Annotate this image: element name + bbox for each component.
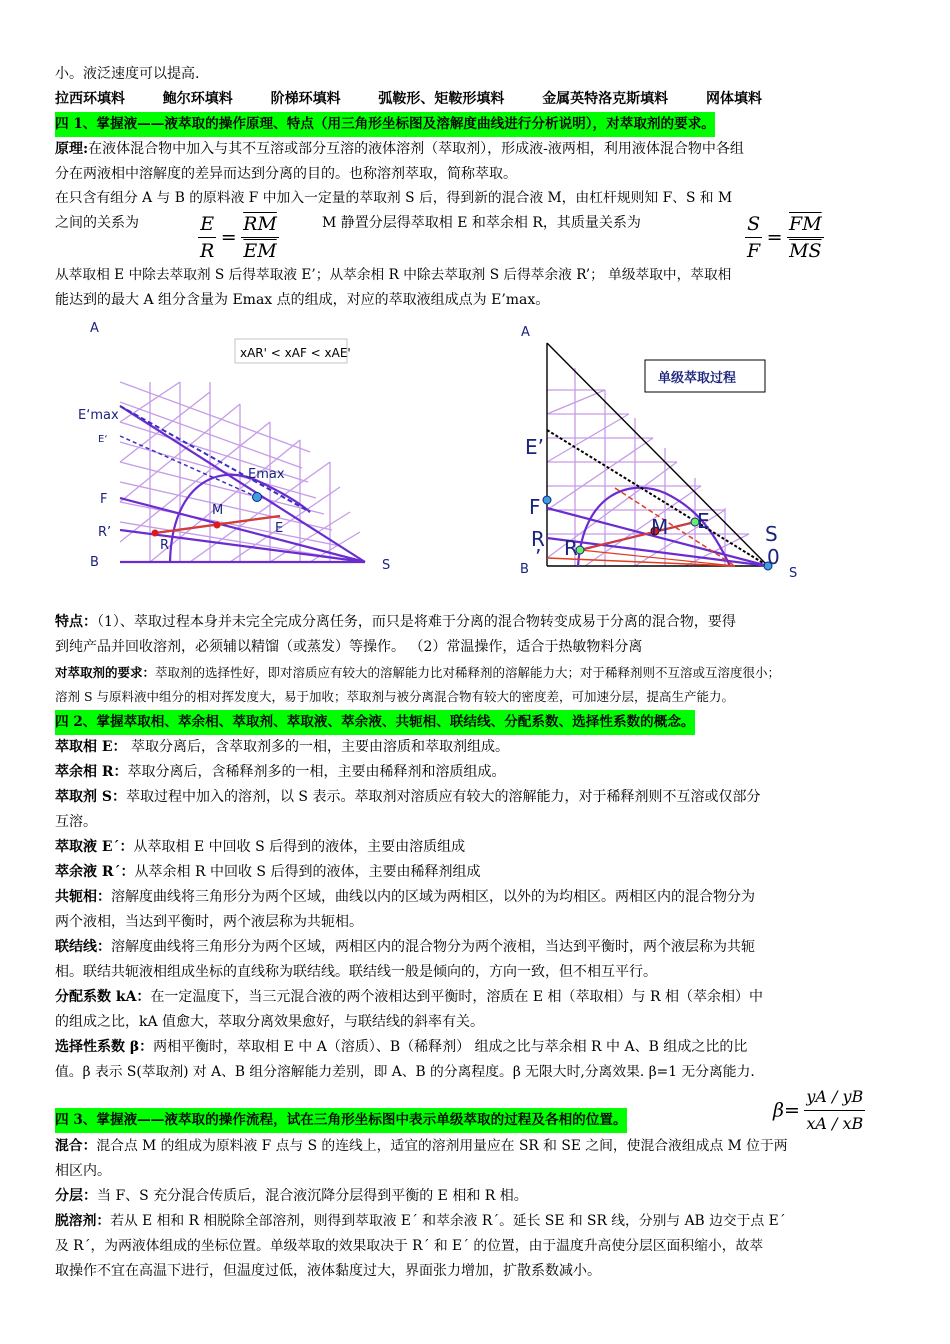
features-text: （1）、萃取过程本身并未完全完成分离任务，而只是将难于分离的混合物转变成易于分离的混合物，要得 (97, 614, 736, 630)
principle-line-6: 能达到的最大 A 组分含量为 Emax 点的组成，对应的萃取液组成点为 E’max。 (55, 292, 550, 308)
label-R: R (160, 538, 170, 553)
def-text: 在一定温度下，当三元混合液的两个液相达到平衡时，溶质在 E 相（萃取相）与 R 相（萃余相）中 (150, 989, 763, 1005)
def-label: 共轭相： (55, 889, 111, 905)
line-intro: 小。液泛速度可以提高. (55, 66, 200, 82)
formula-term: S (747, 213, 761, 235)
formula-term: xA / xB (804, 1110, 865, 1137)
principle-line-5: 从萃取相 E 中除去萃取剂 S 后得萃取液 E’；从萃余相 R 中除去萃取剂 S 后得萃余液 R’； 单级萃取中，萃取相 (55, 267, 732, 283)
label-F: F (529, 495, 541, 519)
step-desolvation (55, 1209, 786, 1234)
step-label: 脱溶剂： (55, 1213, 111, 1229)
packing-item: 网体填料 (705, 91, 762, 107)
label-A: A (90, 321, 99, 336)
packing-list (55, 87, 762, 112)
def-raffinate (55, 860, 480, 885)
label-E-prime: E‘ (98, 434, 108, 445)
def-label: 分配系数 kA： (55, 989, 151, 1005)
label-E-prime: E’ (525, 435, 544, 459)
formula-term: R (198, 237, 216, 264)
label-zero: 0 (767, 545, 780, 569)
formula-term: $\overline{FM}$ (789, 213, 822, 235)
def-text: 萃取过程中加入的溶剂，以 S 表示。萃取剂对溶质应有较大的溶解能力，对于稀释剂则不互溶或仅部分 (125, 789, 761, 805)
label-Emax: Emax (248, 467, 285, 482)
label-E: E (697, 509, 710, 533)
label-R-prime: ’ (535, 545, 542, 569)
solvent-requirements-text: 萃取剂的选择性好，即对溶质应有较大的溶解能力比对稀释剂的溶解能力大；对于稀释剂则不互溶或互溶度很小； (155, 665, 781, 680)
step-desolvation-cont-2: 取操作不宜在高温下进行，但温度过低，液体黏度过大，界面张力增加，扩散系数减小。 (55, 1263, 601, 1279)
label-R-main: R (531, 527, 545, 551)
def-solvent-cont: 互溶。 (55, 814, 97, 830)
section-heading-3: 四 3、掌握液——液萃取的操作流程，试在三角形坐标图中表示单级萃取的过程及各相的位置。 (55, 1108, 627, 1133)
solvent-requirements-line-2: 溶剂 S 与原料液中组分的相对挥发度大，易于加收；萃取剂与被分离混合物有较大的密度差，可加速分层，提高生产能力。 (55, 689, 735, 704)
label-R-prime: R’ (98, 525, 112, 540)
label-S: S (789, 566, 798, 581)
packing-item: 阶梯环填料 (270, 91, 341, 107)
label-B: B (520, 562, 529, 577)
step-text: 当 F、S 充分混合传质后，混合液沉降分层得到平衡的 E 相和 R 相。 (97, 1188, 528, 1204)
def-text: 萃取分离后，含稀释剂多的一相，主要由稀释剂和溶质组成。 (127, 764, 506, 780)
packing-item: 拉西环填料 (55, 91, 125, 107)
def-label: 萃余相 R： (55, 764, 128, 780)
label-S: S (382, 558, 391, 573)
formula-term: $\overline{RM}$ (243, 213, 277, 235)
equals-sign: = (766, 226, 783, 249)
def-tie-line-cont: 相。联结共轭液相组成坐标的直线称为联结线。联结线一般是倾向的，方向一致，但不相互平行。 (55, 964, 657, 980)
ternary-diagram-1 (70, 312, 450, 582)
packing-item: 金属英特洛克斯填料 (542, 91, 669, 107)
def-extract (55, 835, 465, 860)
principle-label: 原理: (55, 141, 89, 157)
ternary-diagram-2 (505, 318, 825, 583)
step-mixing (55, 1134, 788, 1159)
features-label: 特点： (55, 614, 97, 630)
section-heading-1: 四 1、掌握液——液萃取的操作原理、特点（用三角形坐标图及溶解度曲线进行分析说明），对萃取剂的要求。 (55, 112, 715, 137)
def-label: 萃取相 E： (55, 739, 127, 755)
label-M: M (651, 515, 669, 539)
step-label: 分层： (55, 1188, 97, 1204)
formula-term: F (745, 237, 762, 264)
def-tie-line (55, 935, 755, 960)
label-F: F (100, 492, 108, 507)
def-extract-phase (55, 735, 509, 760)
def-text: 从萃取相 E 中回收 S 后得到的液体，主要由溶质组成 (133, 839, 466, 855)
def-text: 溶解度曲线将三角形分为两个区域，曲线以内的区域为两相区，以外的为均相区。两相区内的混合物分为 (111, 889, 755, 905)
features-line-1 (55, 610, 736, 635)
formula-mass (745, 211, 824, 264)
solvent-requirements-line-1 (55, 661, 780, 686)
packing-item: 鲍尔环填料 (162, 91, 233, 107)
step-desolvation-cont-1: 及 R´，为两液体组成的坐标位置。单级萃取的效果取决于 R´ 和 E´ 的位置，由于温度升高使分层区面积缩小，故萃 (55, 1238, 764, 1254)
step-separation (55, 1184, 528, 1209)
features-line-2: 到纯产品并回收溶剂，必须辅以精馏（或蒸发）等操作。 （2）常温操作，适合于热敏物料分离 (55, 639, 643, 655)
formula-lever (198, 211, 279, 264)
def-distribution (55, 985, 763, 1010)
def-conjugate (55, 885, 755, 910)
packing-item: 弧鞍形、矩鞍形填料 (378, 91, 505, 107)
label-M: M (212, 503, 224, 518)
def-conjugate-cont: 两个液相，当达到平衡时，两个液层称为共轭相。 (55, 914, 363, 930)
def-label: 萃取剂 S： (55, 789, 126, 805)
principle-para (55, 137, 900, 162)
principle-line-3: 在只含有组分 A 与 B 的原料液 F 中加入一定量的萃取剂 S 后，得到新的混合液 M，由杠杆规则知 F、S 和 M (55, 190, 733, 206)
lever-rule-line (55, 211, 900, 261)
formula-term: E (200, 213, 215, 235)
step-mixing-cont: 相区内。 (55, 1163, 111, 1179)
def-label: 选择性系数 β： (55, 1039, 154, 1055)
label-S0: S (765, 522, 778, 546)
lever-rule-text: 之间的关系为 (55, 215, 139, 231)
def-selectivity (55, 1035, 747, 1060)
def-text: 从萃余相 R 中回收 S 后得到的液体，主要由稀释剂组成 (134, 864, 481, 880)
def-raffinate-phase (55, 760, 506, 785)
equals-sign: = (220, 226, 237, 249)
def-text: 两相平衡时，萃取相 E 中 A（溶质）、B（稀释剂） 组成之比与萃余相 R 中 A、B 组成之比的比 (153, 1039, 748, 1055)
def-label: 萃余液 R´： (55, 864, 135, 880)
diagram-title: 单级萃取过程 (658, 371, 737, 386)
legend-text: xAR' < xAF < xAE' (240, 346, 351, 360)
def-solvent (55, 785, 760, 810)
def-selectivity-cont: 值。β 表示 S(萃取剂) 对 A、B 组分溶解能力差别，即 A、B 的分离程度。β 无限大时,分离效果. β=1 无分离能力. (55, 1064, 755, 1080)
def-text: 溶解度曲线将三角形分为两个区域，两相区内的混合物分为两个液相，当达到平衡时，两个液层称为共轭 (111, 939, 755, 955)
formula-term: EM (241, 237, 279, 264)
formula-term: β= (773, 1099, 800, 1122)
step-label: 混合： (55, 1138, 97, 1154)
step-text: 混合点 M 的组成为原料液 F 点与 S 的连线上，适宜的溶剂用量应在 SR 和 SE 之间，使混合液组成点 M 位于两 (96, 1138, 788, 1154)
label-B: B (90, 555, 99, 570)
separation-text: M 静置分层得萃取相 E 和萃余相 R，其质量关系为 (322, 215, 641, 231)
step-text: 若从 E 相和 R 相脱除全部溶剂，则得到萃取液 E´ 和萃余液 R´。延长 SE 和 SR 线，分别与 AB 边交于点 E´ (110, 1213, 786, 1229)
principle-line-2: 分在两液相中溶解度的差异而达到分离的目的。也称溶剂萃取，简称萃取。 (55, 166, 517, 182)
def-label: 萃取液 E´： (55, 839, 134, 855)
def-distribution-cont: 的组成之比，kA 值愈大，萃取分离效果愈好，与联结线的斜率有关。 (55, 1014, 485, 1030)
def-label: 联结线： (55, 939, 111, 955)
label-E: E (275, 521, 284, 536)
solvent-requirements-label: 对萃取剂的要求： (55, 665, 156, 680)
def-text: 萃取分离后，含萃取剂多的一相，主要由溶质和萃取剂组成。 (131, 739, 509, 755)
formula-term: yA / yB (806, 1087, 864, 1106)
section-heading-2: 四 2、掌握萃取相、萃余相、萃取剂、萃取液、萃余液、共轭相、联结线、分配系数、选择性系数的概念。 (55, 710, 695, 735)
principle-text: 在液体混合物中加入与其不互溶或部分互溶的液体溶剂（萃取剂），形成液-液两相，利用液体混合物中各组 (88, 141, 744, 157)
formula-beta (773, 1084, 865, 1136)
label-R: R (564, 536, 578, 560)
label-A: A (521, 325, 530, 340)
formula-term: MS (787, 237, 824, 264)
label-Emax-prime: E‘max (78, 408, 119, 423)
